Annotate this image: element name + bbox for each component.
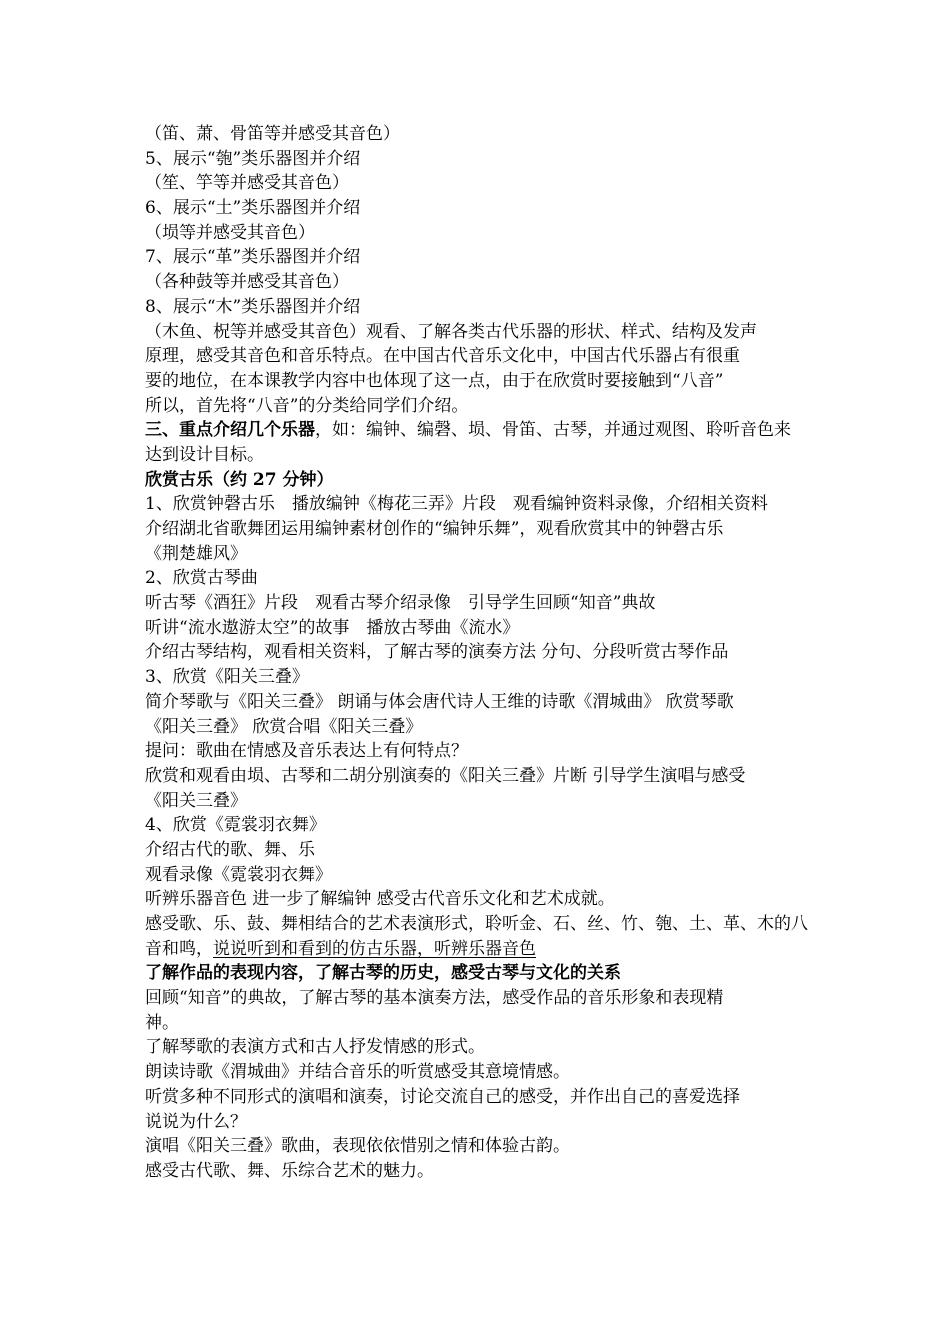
line-text: 音和鸣， — [145, 938, 213, 959]
text-line — [145, 1110, 815, 1135]
text-line — [145, 344, 815, 369]
text-line — [145, 221, 815, 246]
line-text: 了解琴歌的表演方式和古人抒发情感的形式。 — [145, 1037, 485, 1058]
text-line — [145, 764, 815, 789]
line-text: 所以，首先将“八音”的分类给同学们介绍。 — [145, 395, 469, 416]
line-text: （埙等并感受其音色） — [145, 222, 315, 243]
text-line — [145, 196, 815, 221]
line-text: 介绍古代的歌、舞、乐 — [145, 839, 315, 860]
line-text: 介绍湖北省歌舞团运用编钟素材创作的“编钟乐舞”，观看欣赏其中的钟磬古乐 — [145, 519, 724, 539]
line-text: 5、展示“匏”类乐器图并介绍 — [145, 148, 361, 169]
text-line — [145, 813, 815, 838]
line-text: 说说为什么？ — [145, 1111, 247, 1132]
line-text: 听讲“流水遨游太空”的故事 播放古琴曲《流水》 — [145, 617, 520, 638]
text-line — [145, 295, 815, 320]
text-line — [145, 838, 815, 863]
text-line — [145, 616, 815, 641]
text-line — [145, 369, 815, 394]
text-line — [145, 1011, 815, 1036]
text-line — [145, 887, 815, 912]
line-text: 欣赏和观看由埙、古琴和二胡分别演奏的《阳关三叠》片断 引导学生演唱与感受 — [145, 765, 746, 786]
line-text: 感受古代歌、舞、乐综合艺术的魅力。 — [145, 1160, 434, 1181]
text-line — [145, 517, 815, 542]
line-text: 7、展示“革”类乐器图并介绍 — [145, 247, 361, 268]
text-line — [145, 542, 815, 567]
line-text: 2、欣赏古琴曲 — [145, 568, 258, 589]
text-line — [145, 468, 815, 493]
line-text: 要的地位，在本课教学内容中也体现了这一点，由于在欣赏时要接触到“八音” — [145, 370, 724, 391]
document-page — [145, 122, 815, 1184]
text-line — [145, 171, 815, 196]
text-line — [145, 245, 815, 270]
line-text: 听古琴《酒狂》片段 观看古琴介绍录像 引导学生回顾“知音”典故 — [145, 593, 656, 614]
line-text: （笛、萧、骨笛等并感受其音色） — [145, 124, 400, 144]
line-text: 回顾“知音”的典故，了解古琴的基本演奏方法，感受作品的音乐形象和表现精 — [145, 988, 724, 1009]
text-line — [145, 1159, 815, 1184]
line-text: 达到设计目标。 — [145, 444, 264, 465]
text-line — [145, 739, 815, 764]
text-line — [145, 1035, 815, 1060]
line-text: （笙、竽等并感受其音色） — [145, 173, 349, 194]
line-text: 8、展示“木”类乐器图并介绍 — [145, 296, 361, 317]
line-text: 观看录像《霓裳羽衣舞》 — [145, 864, 332, 885]
text-line — [145, 1085, 815, 1110]
text-line — [145, 394, 815, 419]
line-text: 《荆楚雄风》 — [145, 543, 247, 564]
text-line — [145, 863, 815, 888]
line-text: 演唱《阳关三叠》歌曲，表现依依惜别之情和体验古韵。 — [145, 1136, 570, 1157]
line-text: 《阳关三叠》 — [145, 790, 247, 811]
text-line — [145, 937, 815, 962]
text-line — [145, 789, 815, 814]
line-text: 1、欣赏钟磬古乐 播放编钟《梅花三弄》片段 观看编钟资料录像，介绍相关资料 — [145, 494, 768, 515]
section-heading: 三、重点介绍几个乐器 — [145, 420, 315, 441]
text-line — [145, 270, 815, 295]
section-heading: 欣赏古乐（约 27 分钟） — [145, 469, 334, 490]
line-text: 朗读诗歌《渭城曲》并结合音乐的听赏感受其意境情感。 — [145, 1062, 570, 1083]
text-line — [145, 591, 815, 616]
line-text: 6、展示“土”类乐器图并介绍 — [145, 198, 361, 219]
text-line — [145, 492, 815, 517]
underlined-text: 说说听到和看到的仿古乐器，听辨乐器音色 — [213, 938, 536, 959]
line-text: 原理，感受其音色和音乐特点。在中国古代音乐文化中，中国古代乐器占有很重 — [145, 346, 740, 367]
line-text: 4、欣赏《霓裳羽衣舞》 — [145, 815, 326, 836]
line-text: 听辨乐器音色 进一步了解编钟 感受古代音乐文化和艺术成就。 — [145, 889, 615, 910]
text-line — [145, 147, 815, 172]
text-line — [145, 640, 815, 665]
text-line — [145, 961, 815, 986]
line-text: （木鱼、柷等并感受其音色）观看、了解各类古代乐器的形状、样式、结构及发声 — [145, 321, 757, 342]
line-text: 《阳关三叠》 欣赏合唱《阳关三叠》 — [145, 716, 423, 737]
line-text: 感受歌、乐、鼓、舞相结合的艺术表演形式，聆听金、石、丝、竹、匏、土、革、木的八 — [145, 914, 808, 934]
text-line — [145, 1134, 815, 1159]
line-text: （各种鼓等并感受其音色） — [145, 272, 349, 293]
text-line — [145, 418, 815, 443]
text-line — [145, 690, 815, 715]
line-text: ，如：编钟、编磬、埙、骨笛、古琴，并通过观图、聆听音色来 — [315, 420, 791, 441]
section-heading: 了解作品的表现内容，了解古琴的历史，感受古琴与文化的关系 — [145, 963, 621, 984]
line-text: 介绍古琴结构，观看相关资料，了解古琴的演奏方法 分句、分段听赏古琴作品 — [145, 642, 729, 663]
line-text: 提问：歌曲在情感及音乐表达上有何特点？ — [145, 741, 468, 762]
line-text: 听赏多种不同形式的演唱和演奏，讨论交流自己的感受，并作出自己的喜爱选择 — [145, 1086, 740, 1107]
text-line — [145, 1060, 815, 1085]
text-line — [145, 986, 815, 1011]
text-line — [145, 443, 815, 468]
text-line — [145, 566, 815, 591]
text-line — [145, 715, 815, 740]
text-line — [145, 122, 815, 147]
text-line — [145, 665, 815, 690]
line-text: 简介琴歌与《阳关三叠》 朗诵与体会唐代诗人王维的诗歌《渭城曲》 欣赏琴歌 — [145, 691, 734, 712]
text-line — [145, 320, 815, 345]
line-text: 神。 — [145, 1012, 179, 1033]
text-line — [145, 912, 815, 937]
line-text: 3、欣赏《阳关三叠》 — [145, 667, 309, 688]
